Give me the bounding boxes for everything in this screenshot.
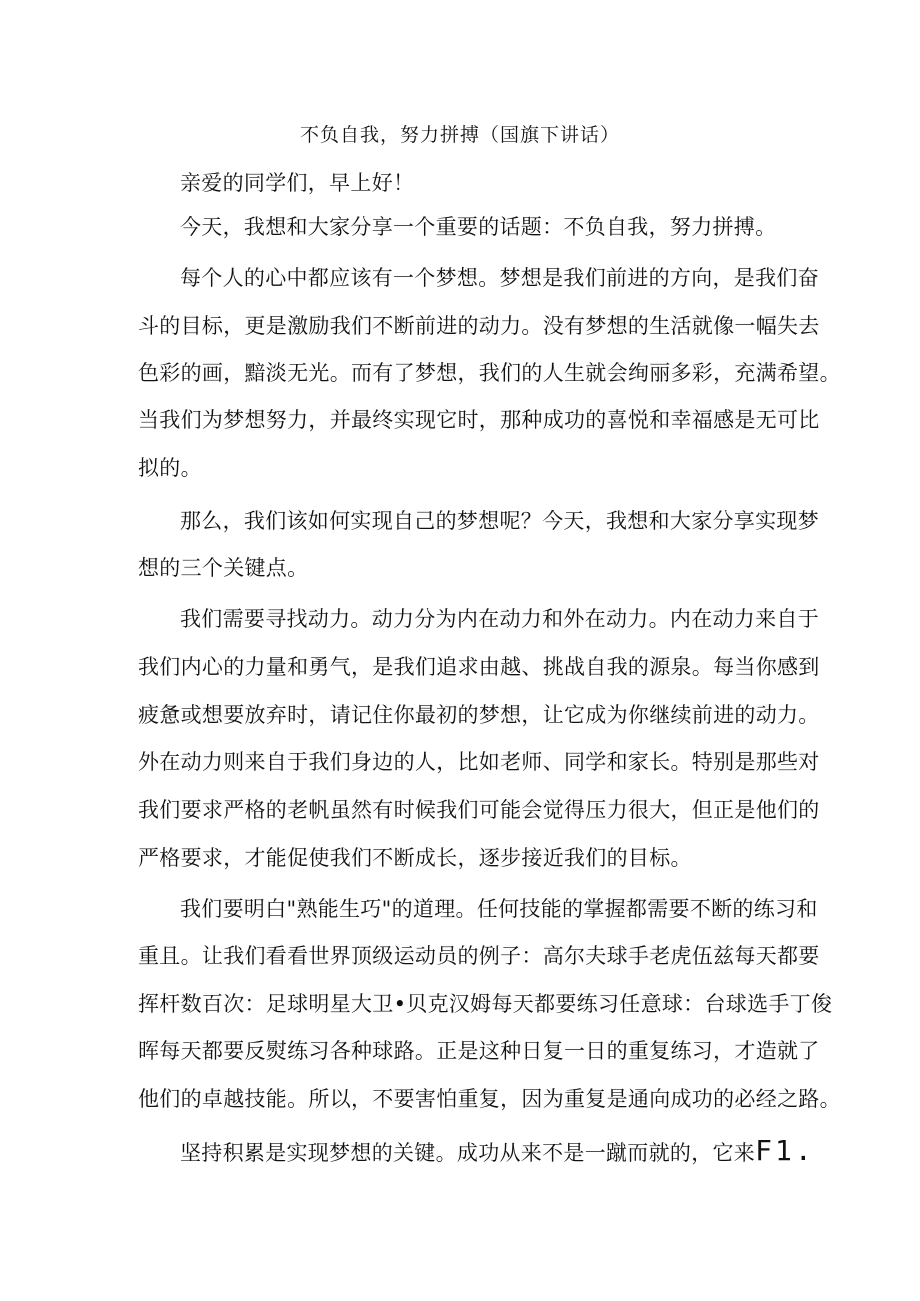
para-line: 我们需要寻找动力。动力分为内在动力和外在动力。内在动力来自于 — [180, 607, 819, 631]
greeting-line: 亲爱的同学们，早上好！ — [180, 171, 415, 195]
para-line: 重且。让我们看看世界顶级运动员的例子：高尔夫球手老虎伍兹每天都要 — [138, 944, 820, 968]
para-line: 疲惫或想要放弃时，请记住你最初的梦想，让它成为你继续前进的动力。 — [138, 703, 820, 727]
para-line: 我们内心的力量和勇气，是我们追求由越、挑战自我的源泉。每当你感到 — [138, 655, 820, 679]
para-line: 挥杆数百次：足球明星大卫•贝克汉姆每天都要练习任意球：台球选手丁俊 — [138, 992, 833, 1016]
para-line: 想的三个关键点。 — [138, 556, 309, 580]
para-line: 我们要求严格的老帆虽然有时候我们可能会觉得压力很大，但正是他们的 — [138, 798, 820, 822]
para-line: 当我们为梦想努力，并最终实现它时，那种成功的喜悦和幸福感是无可比 — [138, 408, 820, 432]
para-line: 我们要明白"熟能生巧"的道理。任何技能的掌握都需要不断的练习和 — [180, 897, 818, 921]
intro-line: 今天，我想和大家分享一个重要的话题：不负自我，努力拼搏。 — [180, 215, 777, 239]
para-line: 拟的。 — [138, 456, 202, 480]
para-line: 每个人的心中都应该有一个梦想。梦想是我们前进的方向，是我们奋 — [180, 266, 819, 290]
para-line: 斗的目标，更是激励我们不断前进的动力。没有梦想的生活就像一幅失去 — [138, 314, 820, 338]
para-line: 外在动力则来自于我们身边的人，比如老师、同学和家长。特别是那些对 — [138, 750, 820, 774]
para-line-text: 坚持积累是实现梦想的关键。成功从来不是一蹴而就的，它来 — [180, 1141, 756, 1165]
document-title: 不负自我，努力拼搏（国旗下讲话） — [299, 124, 620, 146]
para-line: 色彩的画，黯淡无光。而有了梦想，我们的人生就会绚丽多彩，充满希望。 — [138, 361, 841, 385]
para-line: 严格要求，才能促使我们不断成长，逐步接近我们的目标。 — [138, 846, 692, 870]
para-line: 他们的卓越技能。所以，不要害怕重复，因为重复是通向成功的必经之路。 — [138, 1087, 841, 1111]
para-line: 晖每天都要反熨练习各种球路。正是这种日复一日的重复练习，才造就了 — [138, 1039, 820, 1063]
page-marker: F1. — [755, 1134, 815, 1167]
para-line: 那么，我们该如何实现自己的梦想呢？今天，我想和大家分享实现梦 — [180, 509, 819, 533]
para-line-last — [180, 1136, 815, 1168]
